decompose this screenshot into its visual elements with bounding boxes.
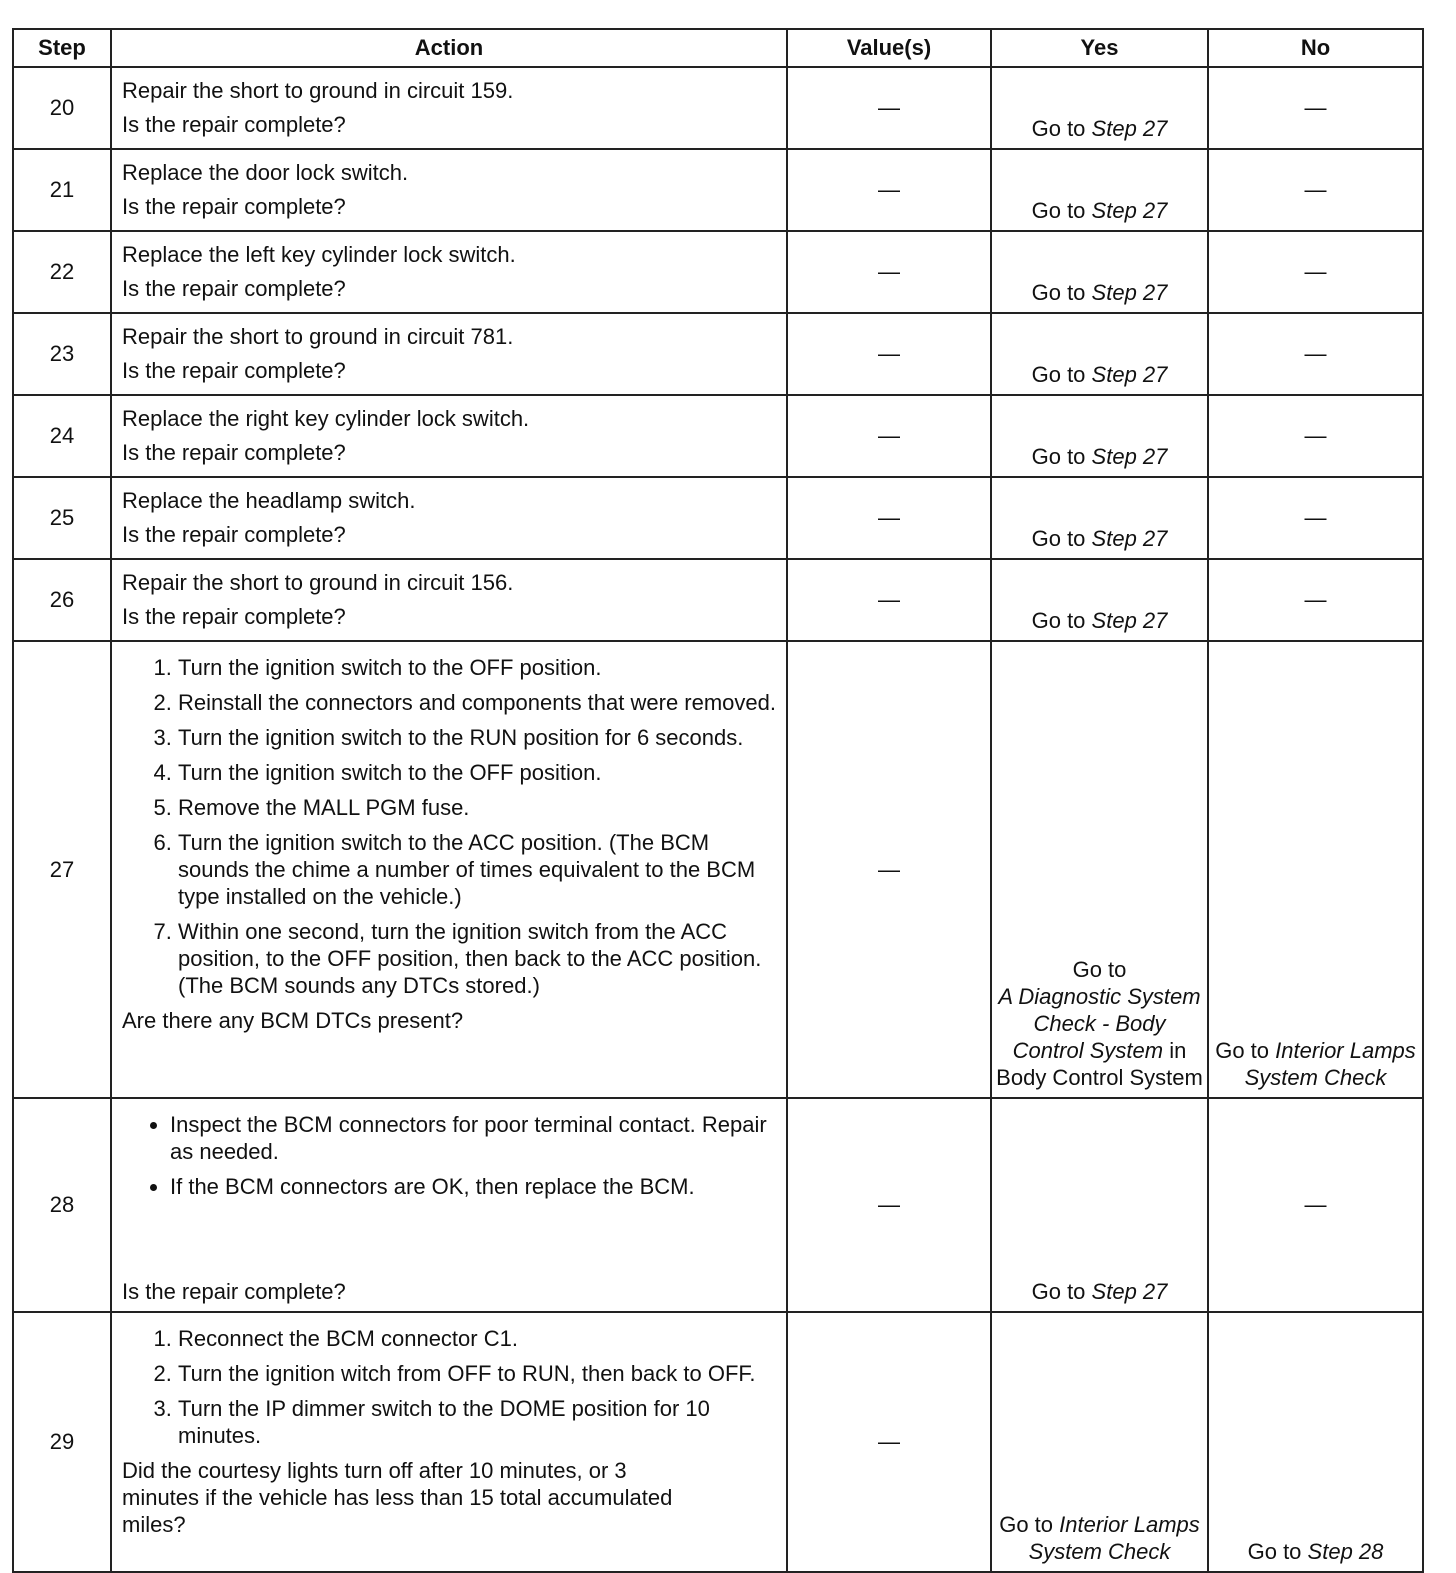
- yes-cell: [991, 641, 1208, 1098]
- yes-prefix: Go to: [1031, 280, 1086, 305]
- yes-cell: [991, 559, 1208, 641]
- no-cell: [1208, 1312, 1423, 1572]
- value-cell: —: [787, 231, 991, 313]
- value-cell: —: [787, 477, 991, 559]
- action-question: Is the repair complete?: [122, 194, 346, 219]
- action-question: Is the repair complete?: [122, 604, 346, 629]
- list-item: 1. Reconnect the BCM connector C1.: [178, 1325, 778, 1352]
- action-text: Repair the short to ground in circuit 156.: [122, 570, 514, 595]
- value-cell: —: [787, 1312, 991, 1572]
- yes-prefix: Go to: [1031, 362, 1086, 387]
- list-item: 1. Turn the ignition switch to the OFF position.: [178, 654, 778, 681]
- yes-cell: [991, 1312, 1208, 1572]
- yes-link: Step 27: [1091, 1279, 1168, 1304]
- header-row: [13, 29, 1423, 67]
- step-number: 26: [13, 559, 111, 641]
- action-question: Is the repair complete?: [122, 440, 346, 465]
- action-question: Is the repair complete?: [122, 358, 346, 383]
- yes-link: Step 27: [1091, 526, 1168, 551]
- yes-link: Step 27: [1091, 608, 1168, 633]
- action-text: Repair the short to ground in circuit 159.: [122, 78, 514, 103]
- action-cell: [111, 559, 787, 641]
- list-item: • Inspect the BCM connectors for poor terminal contact. Repair as needed.: [170, 1111, 778, 1165]
- yes-link: Step 27: [1091, 280, 1168, 305]
- action-question: Is the repair complete?: [122, 1279, 346, 1304]
- yes-cell: [991, 313, 1208, 395]
- action-text: Replace the door lock switch.: [122, 160, 409, 185]
- no-cell: —: [1208, 67, 1423, 149]
- diagnostic-table-sheet: [12, 28, 1422, 1573]
- yes-link: Step 27: [1091, 198, 1168, 223]
- no-prefix: Go to: [1215, 1038, 1270, 1063]
- no-prefix: Go to: [1247, 1539, 1302, 1564]
- header-values: Value(s): [787, 29, 991, 67]
- value-cell: —: [787, 149, 991, 231]
- action-question: Is the repair complete?: [122, 112, 346, 137]
- value-cell: —: [787, 641, 991, 1098]
- table-row: [13, 559, 1423, 641]
- list-item: • If the BCM connectors are OK, then replace the BCM.: [170, 1173, 778, 1200]
- action-text: Replace the headlamp switch.: [122, 488, 416, 513]
- yes-link: Interior Lamps System Check: [1028, 1512, 1200, 1564]
- header-yes: Yes: [991, 29, 1208, 67]
- table-row: [13, 149, 1423, 231]
- no-cell: —: [1208, 559, 1423, 641]
- action-steps-list: [122, 1325, 778, 1449]
- action-cell: [111, 149, 787, 231]
- yes-link: Step 27: [1091, 444, 1168, 469]
- step-number: 25: [13, 477, 111, 559]
- list-item: 6. Turn the ignition switch to the ACC position. (The BCM sounds the chime a number of times equivalent to the BCM type installed on the vehicle.): [178, 829, 778, 910]
- yes-cell: [991, 395, 1208, 477]
- table-row: [13, 231, 1423, 313]
- yes-prefix: Go to: [999, 1512, 1054, 1537]
- header-no: No: [1208, 29, 1423, 67]
- no-cell: —: [1208, 149, 1423, 231]
- table-row: [13, 313, 1423, 395]
- no-cell: —: [1208, 231, 1423, 313]
- table-row: [13, 477, 1423, 559]
- yes-prefix: Go to: [1031, 116, 1086, 141]
- yes-cell: [991, 1098, 1208, 1312]
- no-cell: —: [1208, 477, 1423, 559]
- yes-prefix: Go to: [1031, 526, 1086, 551]
- step-number: 23: [13, 313, 111, 395]
- yes-prefix: Go to: [1031, 608, 1086, 633]
- action-cell: [111, 67, 787, 149]
- action-text: Repair the short to ground in circuit 781.: [122, 324, 514, 349]
- no-cell: —: [1208, 1098, 1423, 1312]
- no-cell: —: [1208, 395, 1423, 477]
- step-number: 22: [13, 231, 111, 313]
- action-text: Replace the right key cylinder lock switch.: [122, 406, 530, 431]
- action-steps-list: [122, 654, 778, 999]
- value-cell: —: [787, 395, 991, 477]
- no-link: Interior Lamps System Check: [1244, 1038, 1416, 1090]
- yes-suffix: in Body Control System: [996, 1038, 1203, 1090]
- action-text: Replace the left key cylinder lock switch.: [122, 242, 516, 267]
- header-step: Step: [13, 29, 111, 67]
- action-cell: [111, 641, 787, 1098]
- action-question: Are there any BCM DTCs present?: [122, 1008, 464, 1033]
- list-item: 2. Reinstall the connectors and components that were removed.: [178, 689, 778, 716]
- yes-prefix: Go to: [1031, 1279, 1086, 1304]
- header-action: Action: [111, 29, 787, 67]
- action-question: Is the repair complete?: [122, 276, 346, 301]
- yes-prefix: Go to: [1031, 444, 1086, 469]
- action-cell: [111, 1312, 787, 1572]
- yes-link: Step 27: [1091, 116, 1168, 141]
- step-number: 24: [13, 395, 111, 477]
- action-question: Is the repair complete?: [122, 522, 346, 547]
- table-row: [13, 67, 1423, 149]
- value-cell: —: [787, 67, 991, 149]
- list-item: 3. Turn the ignition switch to the RUN position for 6 seconds.: [178, 724, 778, 751]
- step-number: 28: [13, 1098, 111, 1312]
- diagnostic-table: [12, 28, 1424, 1573]
- yes-prefix: Go to: [1072, 957, 1127, 982]
- list-item: 2. Turn the ignition witch from OFF to RUN, then back to OFF.: [178, 1360, 778, 1387]
- yes-prefix: Go to: [1031, 198, 1086, 223]
- action-question: Did the courtesy lights turn off after 10 minutes, or 3 minutes if the vehicle has less than 15 total accumulated miles?: [122, 1458, 673, 1537]
- yes-cell: [991, 67, 1208, 149]
- table-row: [13, 641, 1423, 1098]
- no-cell: [1208, 641, 1423, 1098]
- list-item: 5. Remove the MALL PGM fuse.: [178, 794, 778, 821]
- list-item: 4. Turn the ignition switch to the OFF position.: [178, 759, 778, 786]
- step-number: 27: [13, 641, 111, 1098]
- yes-cell: [991, 149, 1208, 231]
- yes-link: Step 27: [1091, 362, 1168, 387]
- action-cell: [111, 477, 787, 559]
- action-cell: [111, 313, 787, 395]
- value-cell: —: [787, 559, 991, 641]
- value-cell: —: [787, 1098, 991, 1312]
- yes-cell: [991, 231, 1208, 313]
- step-number: 29: [13, 1312, 111, 1572]
- table-row: [13, 1312, 1423, 1572]
- yes-link: A Diagnostic System Check - Body Control System: [998, 984, 1201, 1063]
- list-item: 7. Within one second, turn the ignition switch from the ACC position, to the OFF position, then back to the ACC position. (The BCM sounds any DTCs stored.): [178, 918, 778, 999]
- no-cell: —: [1208, 313, 1423, 395]
- step-number: 21: [13, 149, 111, 231]
- value-cell: —: [787, 313, 991, 395]
- no-link: Step 28: [1307, 1539, 1384, 1564]
- action-cell: [111, 395, 787, 477]
- action-cell: [111, 231, 787, 313]
- table-row: [13, 395, 1423, 477]
- table-row: [13, 1098, 1423, 1312]
- yes-cell: [991, 477, 1208, 559]
- list-item: 3. Turn the IP dimmer switch to the DOME position for 10 minutes.: [178, 1395, 778, 1449]
- action-bullet-list: [122, 1111, 778, 1200]
- step-number: 20: [13, 67, 111, 149]
- action-cell: [111, 1098, 787, 1312]
